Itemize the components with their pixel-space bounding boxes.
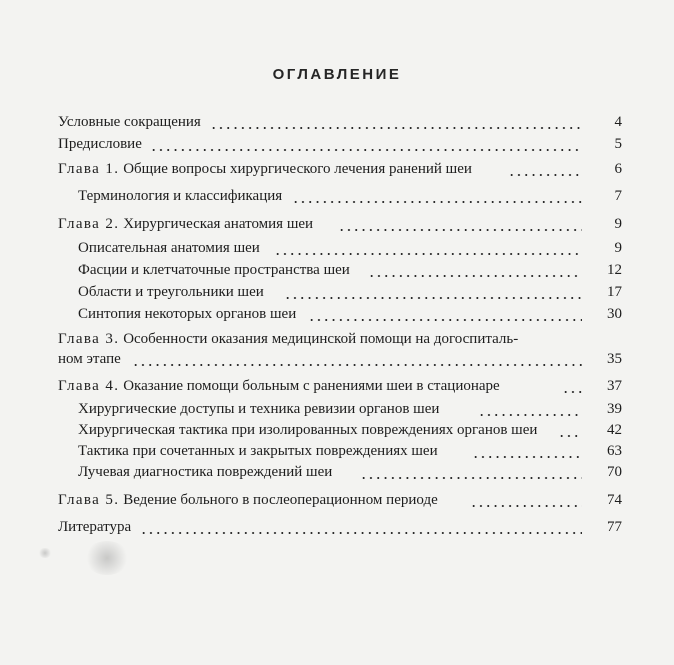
entry-title: Особенности оказания медицинской помощи на догоспиталь- — [123, 331, 519, 347]
page-number: 35 — [607, 351, 622, 367]
chapter-label: Глава 3. — [58, 331, 120, 347]
entry-title: Общие вопросы хирургического лечения ранений шеи — [123, 161, 472, 177]
page-number: 9 — [614, 216, 622, 232]
page-number: 6 — [614, 161, 622, 177]
entry-title: Хирургическая тактика при изолированных повреждениях органов шеи — [78, 422, 538, 438]
entry-title: Ведение больного в послеоперационном периоде — [123, 492, 438, 508]
entry-title-continuation: ном этапе — [58, 351, 121, 367]
dot-leader — [472, 456, 582, 458]
toc-entry — [78, 399, 622, 419]
dot-leader — [284, 297, 582, 299]
dot-leader — [132, 364, 582, 366]
dot-leader — [508, 174, 582, 176]
paper-smudge — [38, 548, 52, 558]
entry-title: Лучевая диагностика повреждений шеи — [78, 464, 333, 480]
page-title: ОГЛАВЛЕНИЕ — [272, 66, 402, 83]
toc-chapter-entry — [58, 490, 622, 510]
entry-title: Синтопия некоторых органов шеи — [78, 306, 297, 322]
toc-entry — [78, 462, 622, 482]
entry-title: Области и треугольники шеи — [78, 284, 264, 300]
page-number: 37 — [607, 378, 622, 394]
toc-entry — [78, 260, 622, 280]
entry-title: Фасции и клетчаточные пространства шеи — [78, 262, 350, 278]
entry-title: Терминология и классификация — [78, 188, 283, 204]
dot-leader — [210, 127, 582, 129]
chapter-label: Глава 2. — [58, 216, 120, 232]
toc-chapter-entry — [58, 159, 622, 179]
toc-entry — [78, 186, 622, 206]
entry-title: Предисловие — [58, 136, 142, 152]
page-number: 39 — [607, 401, 622, 417]
entry-title: Хирургические доступы и техника ревизии органов шеи — [78, 401, 440, 417]
dot-leader — [368, 275, 582, 277]
toc-entry-continuation — [58, 349, 622, 369]
toc-entry — [58, 112, 622, 132]
entry-title: Условные сокращения — [58, 114, 201, 130]
toc-entry — [78, 304, 622, 324]
page-number: 42 — [607, 422, 622, 438]
page-number: 7 — [614, 188, 622, 204]
dot-leader — [562, 391, 582, 393]
toc-entry — [58, 134, 622, 154]
dot-leader — [140, 532, 582, 534]
dot-leader — [274, 253, 582, 255]
page-number: 5 — [614, 136, 622, 152]
page-number: 9 — [614, 240, 622, 256]
chapter-label: Глава 1. — [58, 161, 120, 177]
toc-chapter-entry — [58, 329, 622, 349]
page-number: 12 — [607, 262, 622, 278]
toc-entry — [78, 441, 622, 461]
paper-smudge — [84, 541, 130, 575]
dot-leader — [470, 505, 582, 507]
toc-entry — [78, 420, 622, 440]
page-number: 74 — [607, 492, 622, 508]
chapter-label: Глава 5. — [58, 492, 120, 508]
entry-title: Оказание помощи больным с ранениями шеи в стационаре — [123, 378, 500, 394]
entry-title: Тактика при сочетанных и закрытых повреждениях шеи — [78, 443, 438, 459]
toc-chapter-entry — [58, 214, 622, 234]
dot-leader — [360, 477, 582, 479]
dot-leader — [338, 229, 582, 231]
page-number: 63 — [607, 443, 622, 459]
dot-leader — [292, 201, 582, 203]
toc-entry — [78, 238, 622, 258]
entry-title: Литература — [58, 519, 132, 535]
entry-title: Описательная анатомия шеи — [78, 240, 260, 256]
dot-leader — [150, 149, 582, 151]
toc-entry — [58, 517, 622, 537]
dot-leader — [308, 319, 582, 321]
page-number: 17 — [607, 284, 622, 300]
chapter-label: Глава 4. — [58, 378, 120, 394]
page-number: 70 — [607, 464, 622, 480]
dot-leader — [558, 435, 582, 437]
toc-chapter-entry — [58, 376, 622, 396]
page-number: 4 — [614, 114, 622, 130]
page-number: 30 — [607, 306, 622, 322]
dot-leader — [478, 414, 582, 416]
entry-title: Хирургическая анатомия шеи — [123, 216, 314, 232]
page-number: 77 — [607, 519, 622, 535]
toc-entry — [78, 282, 622, 302]
